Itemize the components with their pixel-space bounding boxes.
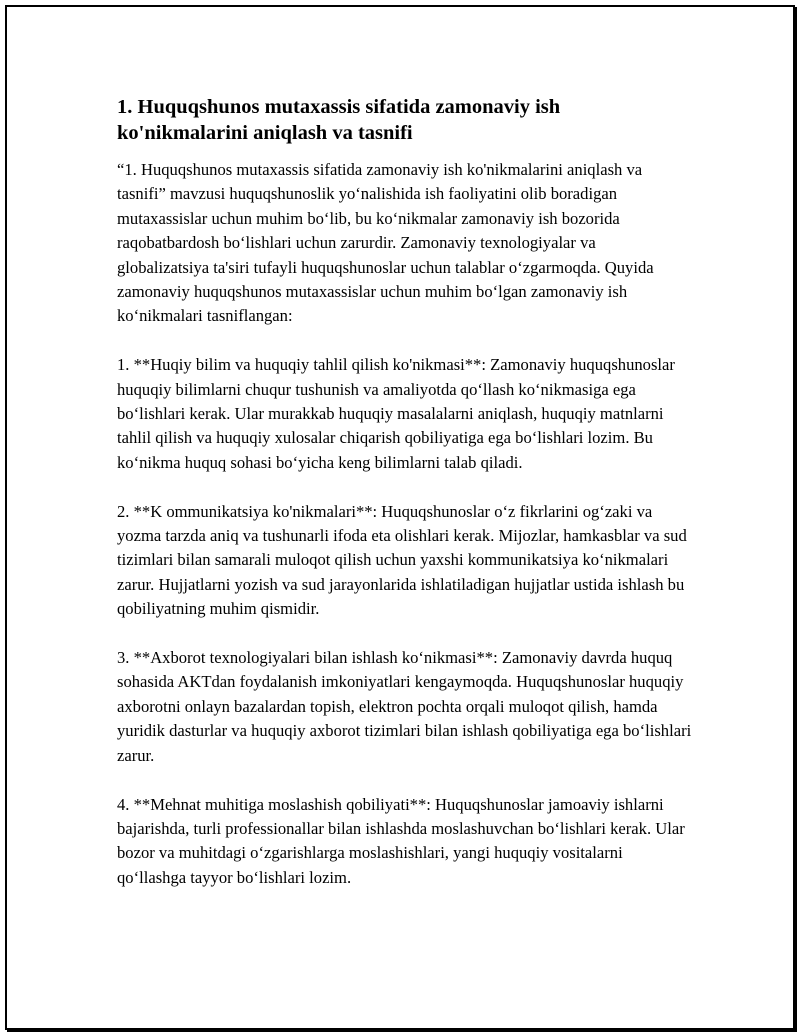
document-title: 1. Huquqshunos mutaxassis sifatida zamonaviy ish ko'nikmalarini aniqlash va tasnifi [117,96,561,144]
skill-communication-paragraph: 2. **K ommunikatsiya ko'nikmalari**: Huquqshunoslar o‘z fikrlarini og‘zaki va yozma tarzda aniq va tushunarli ifoda eta olishlari kerak. Mijozlar, hamkasblar va sud tizimlari bilan samarali muloqot qilish uchun yaxshi kommunikatsiya ko‘nikmalari zarur. Hujjatlarni yozish va sud jarayonlarida ishlatiladigan hujjatlar ustida ishlash bu qobiliyatning muhim qismidir. [117,501,687,619]
document-body [117,92,692,915]
skill-it-paragraph: 3. **Axborot texnologiyalari bilan ishlash ko‘nikmasi**: Zamonaviy davrda huquq sohasida AKTdan foydalanish imkoniyatlari kengaymoqda. Huquqshunoslar huquqiy axborotni onlayn bazalardan topish, elektron pochta orqali muloqot qilish, hamda yuridik dasturlar va huquqiy axborot tizimlari bilan ishlash qobiliyatiga ega bo‘lishlari zarur. [117,648,692,765]
intro-paragraph: “1. Huquqshunos mutaxassis sifatida zamonaviy ish ko'nikmalarini aniqlash va tasnifi” mavzusi huquqshunoslik yo‘nalishida ish faoliyatini olib boradigan mutaxassislar uchun muhim bo‘lib, bu ko‘nikmalar zamonaviy ish bozorida raqobatbardosh bo‘lishlari uchun zarurdir. Zamonaviy texnologiyalar va globalizatsiya ta'siri tufayli huquqshunoslar uchun talablar o‘zgarmoqda. Quyida zamonaviy huquqshunos mutaxassislar uchun muhim bo‘lgan zamonaviy ish ko‘nikmalari tasniflangan: [117,160,654,326]
skill-legal-knowledge-paragraph: 1. **Huqiy bilim va huquqiy tahlil qilish ko'nikmasi**: Zamonaviy huquqshunoslar huquqiy bilimlarni chuqur tushunish va amaliyotda qo‘llash ko‘nikmasiga ega bo‘lishlari kerak. Ular murakkab huquqiy masalalarni aniqlash, huquqiy matnlarni tahlil qilish va huquqiy xulosalar chiqarish qobiliyatiga ega bo‘lishlari lozim. Bu ko‘nikma huquq sohasi bo‘yicha keng bilimlarni talab qiladi. [117,355,675,472]
skill-adaptability-paragraph: 4. **Mehnat muhitiga moslashish qobiliyati**: Huquqshunoslar jamoaviy ishlarni bajarishda, turli professionallar bilan ishlashda moslashuvchan bo‘lishlari kerak. Ular bozor va muhitdagi o‘zgarishlarga moslashishlari, yangi huquqiy vositalarni qo‘llashga tayyor bo‘lishlari lozim. [117,794,685,887]
